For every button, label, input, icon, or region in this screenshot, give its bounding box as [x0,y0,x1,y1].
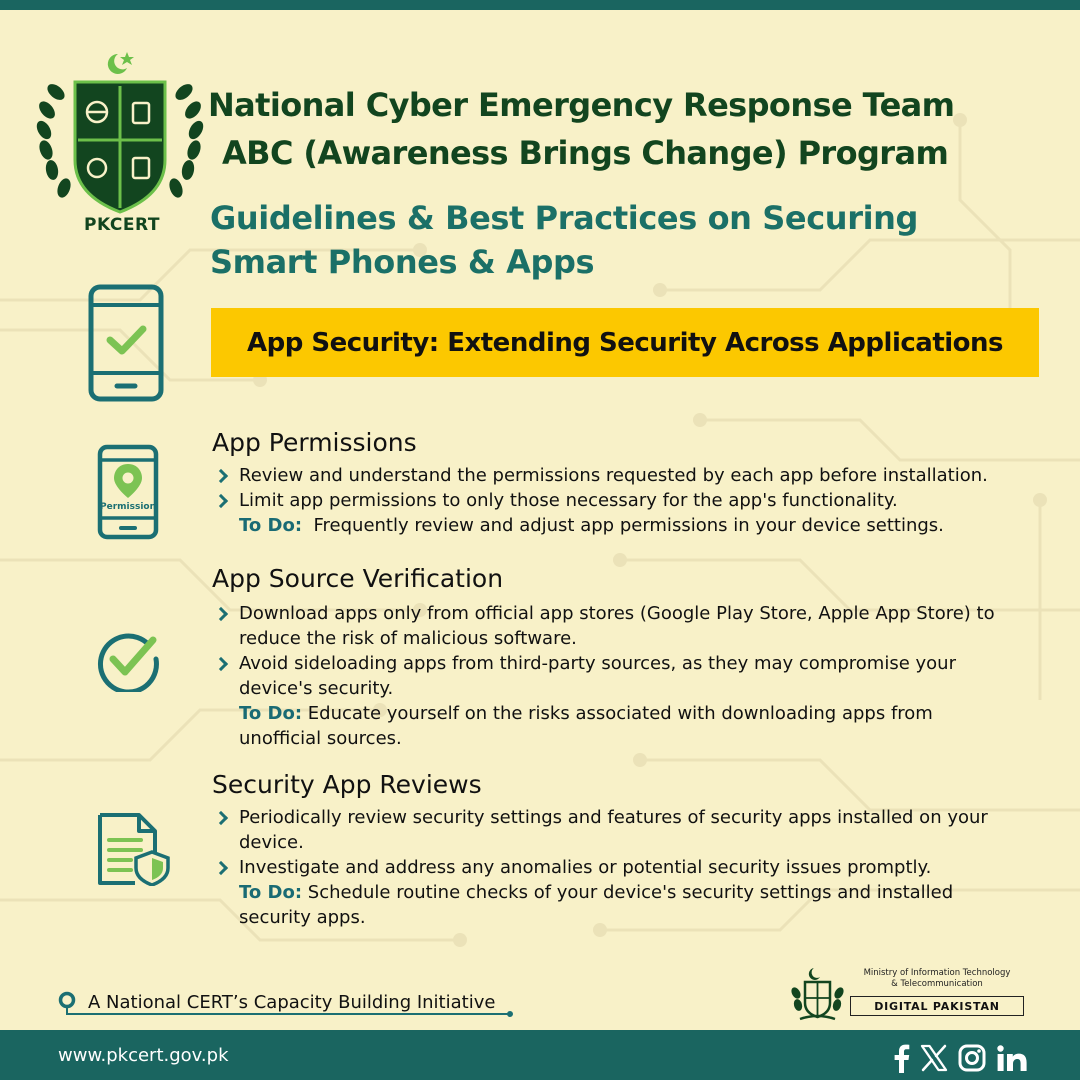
ministry-line2: & Telecommunication [891,979,983,989]
section-banner [211,308,1039,377]
phone-check-icon [88,284,164,402]
todo-item [212,513,1052,538]
social-links [892,1040,1028,1076]
document-shield-icon [97,812,171,886]
initiative-text: A National CERT’s Capacity Building Initiative [88,992,496,1013]
section-body-app-permissions [212,463,1052,538]
todo-text: Educate yourself on the risks associated with downloading apps from unofficial sources. [239,703,933,749]
section-body-app-source-verification [212,601,1032,751]
permission-icon-label: Permission [100,502,156,512]
todo-label: To Do: [239,703,303,724]
guidelines-heading-line1: Guidelines & Best Practices on Securing [210,199,919,237]
pkcert-logo-label: PKCERT [84,215,160,235]
digital-pakistan-badge: DIGITAL PAKISTAN [850,996,1024,1016]
bullet-item: Download apps only from official app stores (Google Play Store, Apple App Store) to reduce the risk of malicious software. [212,601,1032,651]
check-circle-icon [96,626,162,692]
org-title-line1: National Cyber Emergency Response Team [208,86,955,124]
bullet-item: Investigate and address any anomalies or potential security issues promptly. [212,855,1012,880]
facebook-icon[interactable] [892,1043,910,1073]
section-title-app-source-verification: App Source Verification [212,564,504,593]
x-icon[interactable] [920,1044,948,1072]
ministry-name [852,968,1022,990]
section-title-security-app-reviews: Security App Reviews [212,770,482,799]
banner-title: App Security: Extending Security Across Applications [246,327,1004,358]
bullet-item: Review and understand the permissions requested by each app before installation. [212,463,1052,488]
instagram-icon[interactable] [958,1044,986,1072]
todo-text: Schedule routine checks of your device's security settings and installed security apps. [239,882,954,928]
todo-label: To Do: [239,515,303,536]
ministry-line1: Ministry of Information Technology [863,968,1011,978]
todo-label: To Do: [239,882,303,903]
linkedin-icon[interactable] [996,1044,1028,1072]
bullet-item: Avoid sideloading apps from third-party sources, as they may compromise your device's security. [212,651,1032,701]
guidelines-heading-line2: Smart Phones & Apps [210,243,595,281]
section-title-app-permissions: App Permissions [212,428,417,457]
phone-permission-icon [97,444,159,540]
todo-item [212,880,1019,930]
pakistan-emblem-icon [790,965,845,1023]
todo-text: Frequently review and adjust app permissions in your device settings. [313,515,944,536]
website-link[interactable]: www.pkcert.gov.pk [58,1045,229,1066]
org-title-line2: ABC (Awareness Brings Change) Program [222,134,949,172]
guidelines-heading [210,196,1070,284]
todo-item [212,701,1009,751]
bullet-item: Limit app permissions to only those necessary for the app's functionality. [212,488,1052,513]
bullet-item: Periodically review security settings and features of security apps installed on your device. [212,805,1012,855]
section-body-security-app-reviews [212,805,1012,930]
